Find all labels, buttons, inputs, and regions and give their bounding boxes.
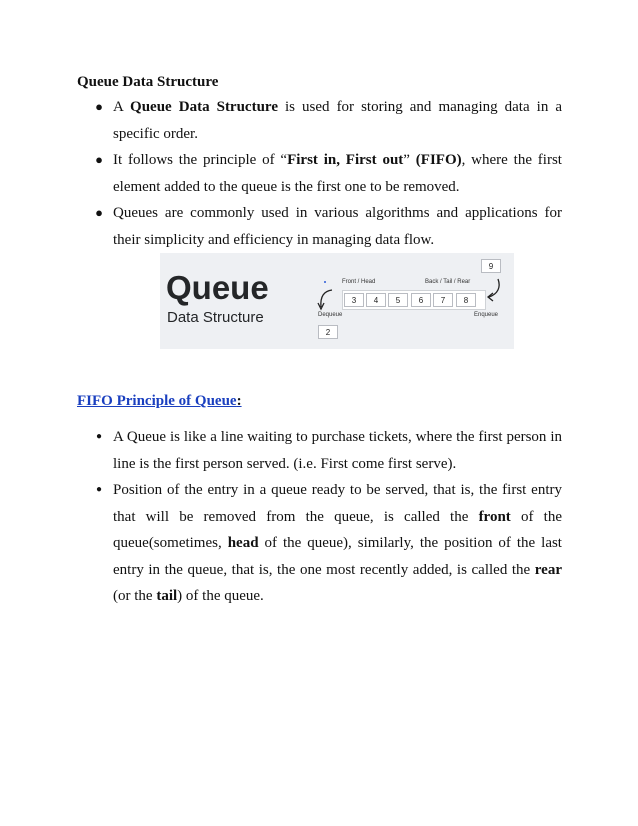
- text-run: is used for storing and managing data in a specific order.: [113, 99, 563, 142]
- section-heading-queue-data-structure: Queue Data Structure: [77, 74, 219, 90]
- marker-dot-icon: [324, 281, 326, 283]
- outgoing-item-box: 2: [318, 325, 338, 339]
- section-heading-fifo-principle: [77, 393, 242, 410]
- text-run: of the queue), similarly, the position of the last entry in the queue, that is, the one most recently added, is called the: [113, 535, 562, 578]
- bullet-list-fifo: [0, 424, 638, 610]
- bullet-icon: ●: [95, 205, 103, 220]
- text-run: (or the: [113, 588, 157, 604]
- list-item: [0, 94, 562, 147]
- text-run: Position of the entry in a queue ready to be served, that is, the first entry that will be removed from the queue, is called the: [113, 482, 562, 525]
- bold-text: rear: [534, 561, 562, 578]
- text-run: ”: [403, 152, 416, 168]
- bold-text: tail: [156, 588, 178, 604]
- text-run: of the queue(sometimes,: [113, 508, 562, 551]
- queue-item-box: 5: [388, 293, 408, 307]
- enqueue-arrow-icon: [486, 277, 504, 303]
- text-run: , where the first element added to the queue is the first one to be removed.: [113, 152, 562, 195]
- list-item: [0, 200, 562, 253]
- list-item: [0, 424, 562, 477]
- queue-item-box: 8: [456, 293, 476, 307]
- text-run: ) of the queue.: [177, 588, 264, 604]
- incoming-item-box: 9: [481, 259, 501, 273]
- text-run: It follows the principle of “: [113, 152, 288, 168]
- queue-item-box: 7: [433, 293, 453, 307]
- back-label: Back / Tail / Rear: [425, 279, 471, 285]
- bullet-list-intro: [0, 94, 638, 253]
- heading-colon: :: [236, 393, 242, 409]
- figure-subtitle: Data Structure: [167, 309, 264, 326]
- text-run: Queues are commonly used in various algorithms and applications for their simplicity and efficiency in managing data flow.: [113, 205, 562, 248]
- text-run: A: [113, 99, 131, 115]
- text-run: A Queue is like a line waiting to purchase tickets, where the first person in line is the first person served. (i.e. First come first serve).: [113, 429, 562, 472]
- bullet-icon: ●: [95, 152, 103, 167]
- queue-item-box: 3: [344, 293, 364, 307]
- dequeue-arrow-icon: [316, 287, 336, 313]
- queue-item-box: 6: [411, 293, 431, 307]
- bold-text: front: [478, 508, 511, 525]
- enqueue-label: Enqueue: [474, 312, 499, 318]
- front-label: Front / Head: [342, 279, 376, 285]
- bold-text: (FIFO): [415, 152, 462, 168]
- bullet-icon: ●: [95, 99, 103, 114]
- list-item: [0, 147, 562, 200]
- bullet-icon: ●: [95, 431, 103, 442]
- bold-text: head: [227, 535, 259, 551]
- heading-link-text: FIFO Principle of Queue: [77, 393, 237, 409]
- dequeue-label: Dequeue: [318, 312, 343, 318]
- bold-text: Queue Data Structure: [130, 99, 278, 115]
- figure-title: Queue: [166, 269, 269, 306]
- bullet-icon: ●: [95, 484, 103, 495]
- bold-text: First in, First out: [287, 152, 404, 168]
- queue-diagram-image: [160, 253, 514, 349]
- queue-item-box: 4: [366, 293, 386, 307]
- list-item: [0, 477, 562, 610]
